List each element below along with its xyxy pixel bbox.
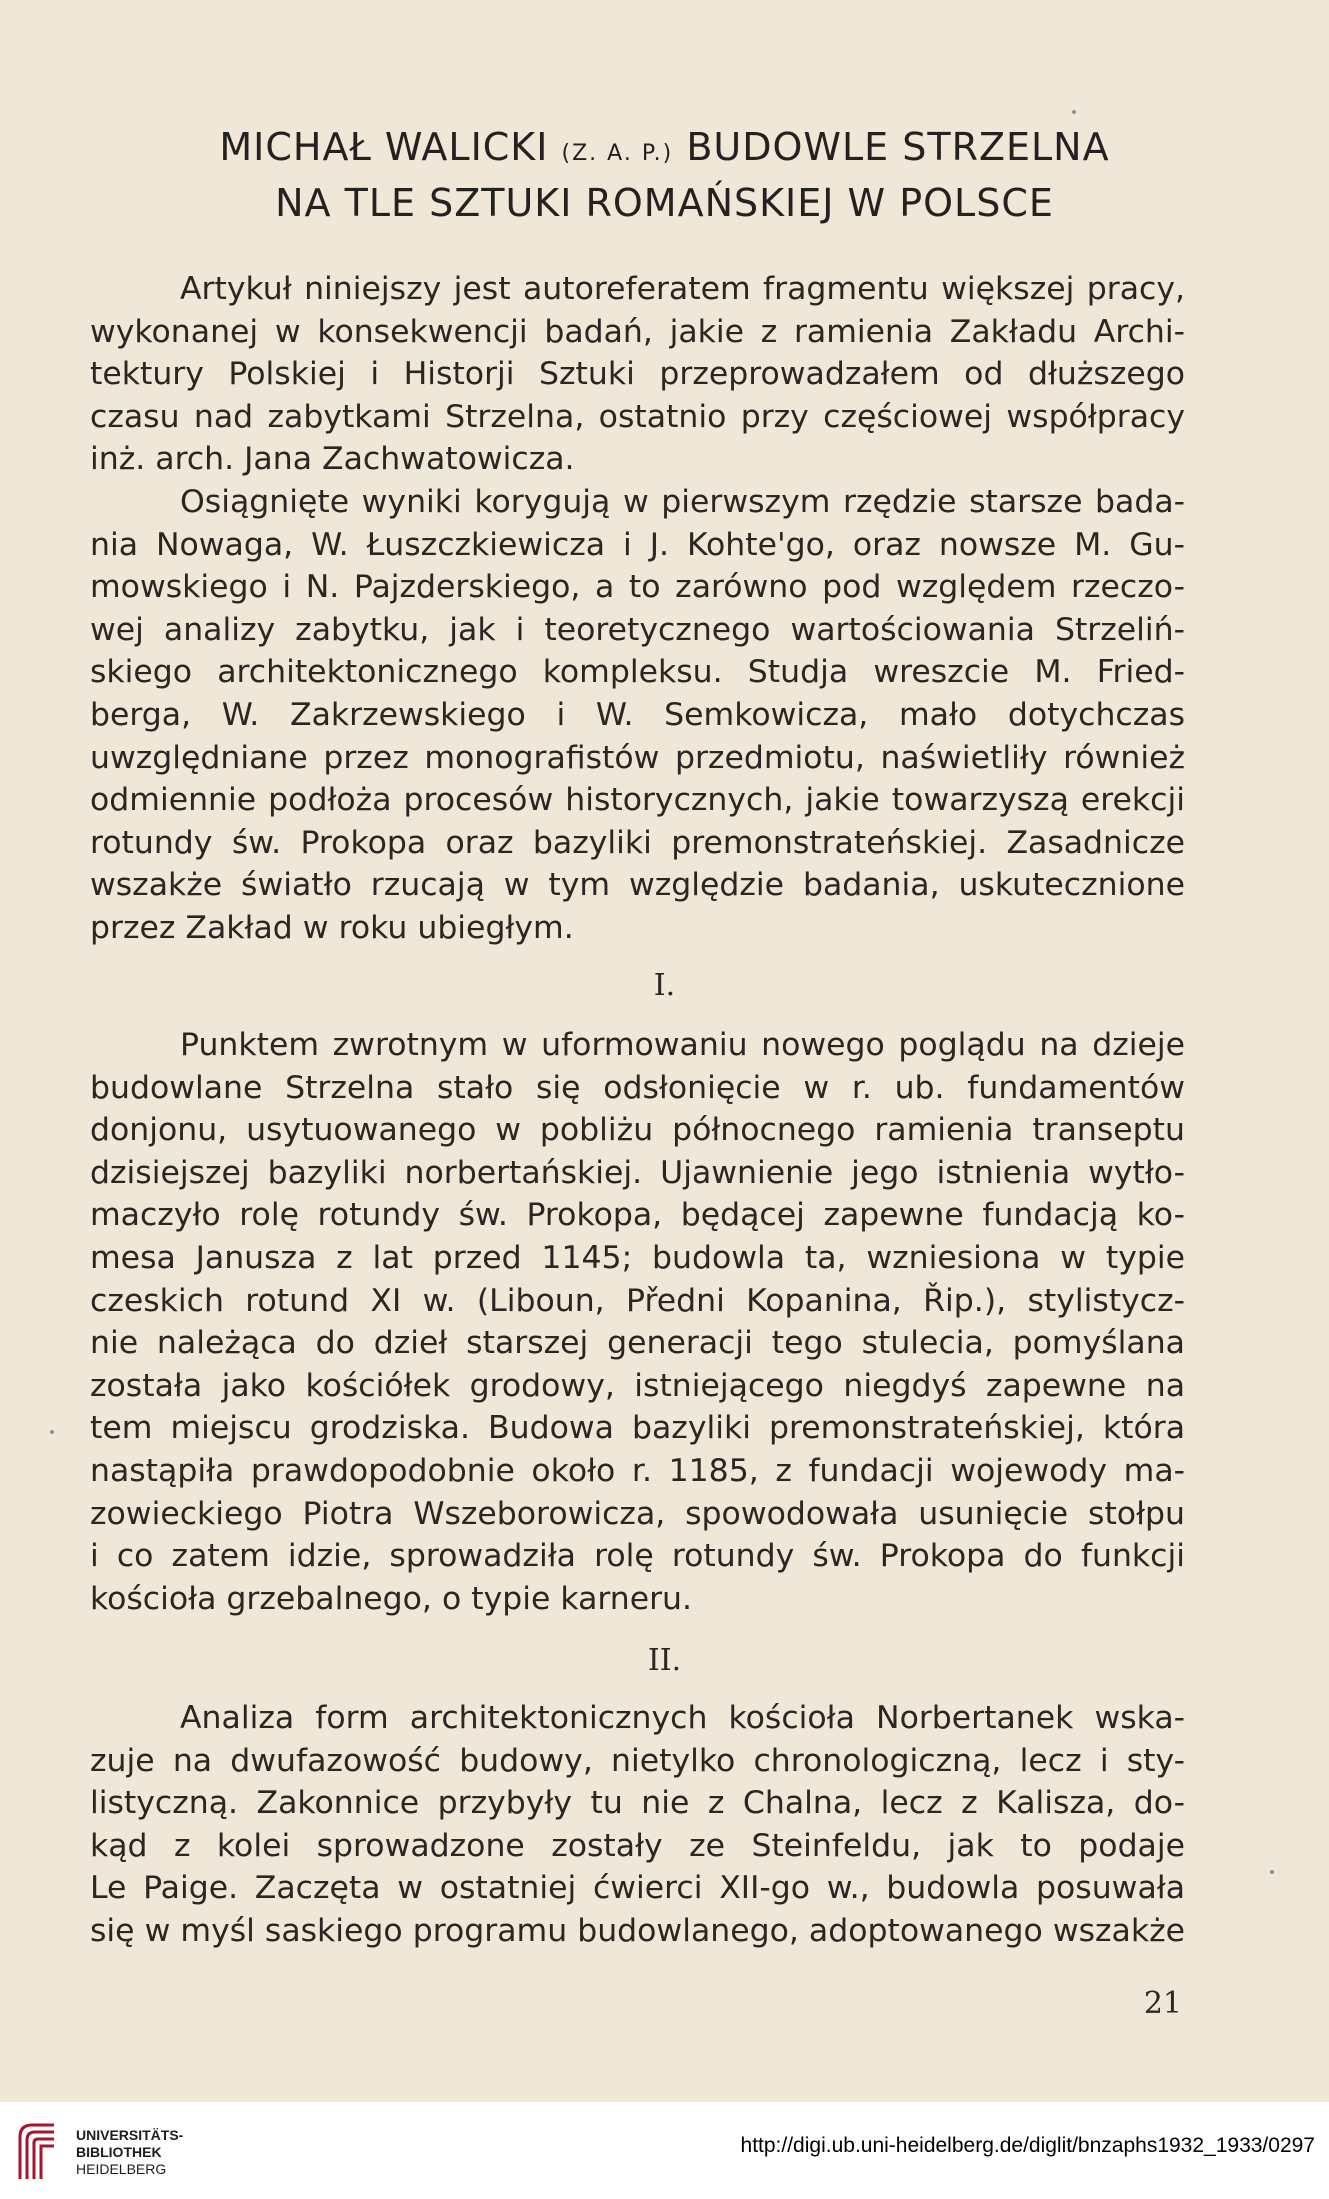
library-name-line: HEIDELBERG	[76, 2161, 167, 2177]
text-line: czasu nad zabytkami Strzelna, ostatnio przy częściowej współpracy	[90, 398, 1185, 435]
text-line: skiego architektonicznego kompleksu. Studja wreszcie M. Fried-	[90, 654, 1185, 691]
paragraph-2	[90, 481, 1185, 950]
text-line: Osiągnięte wyniki korygują w pierwszym rzędzie starsze bada-	[180, 484, 1185, 520]
text-line: donjonu, usytuowanego w pobliżu północnego ramienia transeptu	[90, 1112, 1185, 1149]
section-heading-1: I.	[653, 968, 676, 1003]
paper-speck	[50, 1430, 54, 1434]
text-line: Le Paige. Zaczęta w ostatniej ćwierci XII-go w., budowla posuwała	[90, 1870, 1185, 1907]
article-title-line-1	[0, 125, 1329, 169]
text-line: wykonanej w konsekwencji badań, jakie z ramienia Zakładu Archi-	[90, 313, 1185, 350]
text-line: Punktem zwrotnym w uformowaniu nowego poglądu na dzieje	[180, 1027, 1185, 1063]
paragraph-3	[90, 1024, 1185, 1620]
text-line: przez Zakład w roku ubiegłym.	[90, 909, 574, 946]
text-line: i co zatem idzie, sprowadziła rolę rotundy św. Prokopa do funkcji	[90, 1538, 1185, 1575]
text-line: się w myśl saskiego programu budowlanego, adoptowanego wszakże	[90, 1912, 1185, 1949]
text-line: budowlane Strzelna stało się odsłonięcie w r. ub. fundamentów	[90, 1069, 1185, 1106]
text-line: Artykuł niniejszy jest autoreferatem fragmentu większej pracy,	[180, 271, 1185, 307]
text-line: nastąpiła prawdopodobnie około r. 1185, z fundacji wojewody ma-	[90, 1452, 1185, 1489]
text-line: wszakże światło rzucają w tym względzie badania, uskutecznione	[90, 867, 1185, 904]
text-line: kościoła grzebalnego, o typie karneru.	[90, 1580, 693, 1617]
author-affiliation: (Z. A. P.)	[561, 141, 674, 166]
library-name-line: BIBLIOTHEK	[76, 2144, 162, 2160]
text-line: odmiennie podłoża procesów historycznych, jakie towarzyszą erekcji	[90, 782, 1185, 819]
text-line: kąd z kolei sprowadzone zostały ze Steinfeldu, jak to podaje	[90, 1827, 1185, 1864]
library-name	[76, 2127, 183, 2178]
text-line: została jako kościółek grodowy, istniejącego niegdyś zapewne na	[90, 1367, 1185, 1404]
title-part-1: BUDOWLE STRZELNA	[686, 125, 1110, 169]
paper-speck	[1072, 110, 1076, 114]
university-library-logo-icon	[14, 2119, 66, 2183]
text-line: tektury Polskiej i Historji Sztuki przeprowadzałem od dłuższego	[90, 356, 1185, 393]
text-line: rotundy św. Prokopa oraz bazyliki premonstrateńskiej. Zasadnicze	[90, 824, 1185, 861]
source-url-link[interactable]: http://digi.ub.uni-heidelberg.de/diglit/bnzaphs1932_1933/0297	[740, 2134, 1315, 2157]
paper-speck	[1270, 1870, 1274, 1874]
text-line: inż. arch. Jana Zachwatowicza.	[90, 441, 575, 478]
article-title-line-2: NA TLE SZTUKI ROMAŃSKIEJ W POLSCE	[275, 181, 1054, 225]
text-line: nia Nowaga, W. Łuszczkiewicza i J. Kohte'go, oraz nowsze M. Gu-	[90, 526, 1185, 563]
page-number: 21	[1143, 1986, 1182, 2021]
paragraph-1	[90, 268, 1185, 481]
text-line: mesa Janusza z lat przed 1145; budowla ta, wzniesiona w typie	[90, 1239, 1185, 1276]
text-line: tem miejscu grodziska. Budowa bazyliki premonstrateńskiej, która	[90, 1410, 1185, 1447]
author-name: MICHAŁ WALICKI	[219, 125, 549, 169]
text-line: listyczną. Zakonnice przybyły tu nie z Chalna, lecz z Kalisza, do-	[90, 1785, 1185, 1822]
text-line: dzisiejszej bazyliki norbertańskiej. Ujawnienie jego istnienia wytło-	[90, 1154, 1185, 1191]
section-heading-2: II.	[647, 1643, 682, 1678]
text-line: berga, W. Zakrzewskiego i W. Semkowicza, mało dotychczas	[90, 696, 1185, 733]
text-line: zowieckiego Piotra Wszeborowicza, spowodowała usunięcie stołpu	[90, 1495, 1185, 1532]
text-line: wej analizy zabytku, jak i teoretycznego wartościowania Strzeliń-	[90, 611, 1185, 648]
text-line: czeskich rotund XI w. (Liboun, Předni Kopanina, Řip.), stylistycz-	[90, 1282, 1185, 1319]
text-line: Analiza form architektonicznych kościoła Norbertanek wska-	[180, 1700, 1185, 1736]
text-line: mowskiego i N. Pajzderskiego, a to zarówno pod względem rzeczo-	[90, 569, 1185, 606]
paragraph-4	[90, 1697, 1185, 1953]
text-line: maczyło rolę rotundy św. Prokopa, będącej zapewne fundacją ko-	[90, 1197, 1185, 1234]
library-name-line: UNIVERSITÄTS-	[76, 2127, 184, 2143]
text-line: zuje na dwufazowość budowy, nietylko chronologiczną, lecz i sty-	[90, 1742, 1185, 1779]
text-line: uwzględniane przez monografistów przedmiotu, naświetliły również	[90, 739, 1185, 776]
text-line: nie należąca do dzieł starszej generacji tego stulecia, pomyślana	[90, 1325, 1185, 1362]
